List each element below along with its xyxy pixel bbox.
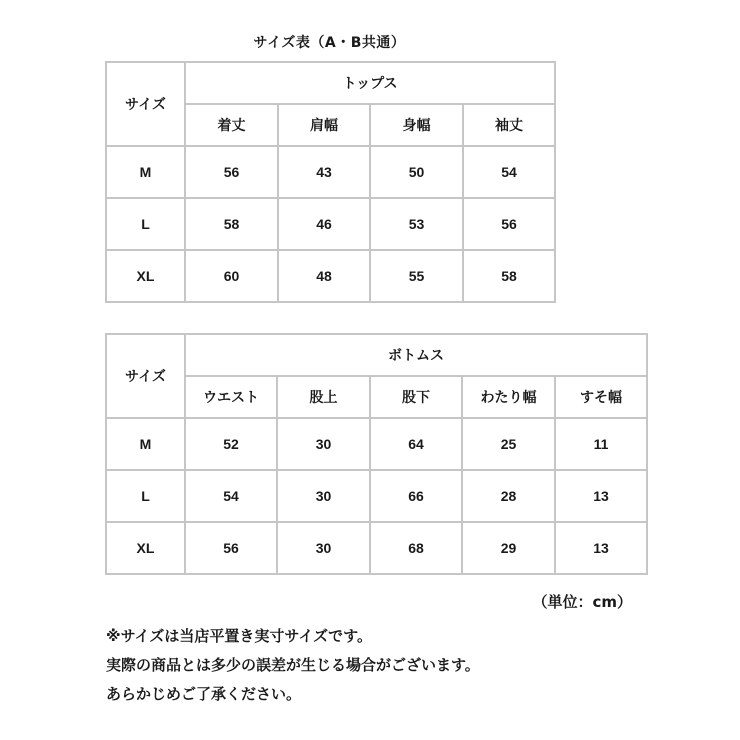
column-header: すそ幅 [555,376,647,418]
size-header: サイズ [106,62,185,146]
note-line: 実際の商品とは多少の誤差が生じる場合がございます。 [106,656,480,674]
column-header: わたり幅 [462,376,555,418]
value-cell: 48 [278,250,370,302]
value-cell: 29 [462,522,555,574]
table-row [106,146,555,198]
column-header: 股上 [277,376,370,418]
value-cell: 50 [370,146,463,198]
value-cell: 55 [370,250,463,302]
value-cell: 28 [462,470,555,522]
bottoms-group-header: ボトムス [185,334,647,376]
value-cell: 46 [278,198,370,250]
size-cell: M [106,146,185,198]
bottoms-size-table [105,333,648,575]
unit-label: （単位：cm） [532,593,632,611]
value-cell: 58 [185,198,278,250]
column-header: 股下 [370,376,462,418]
value-cell: 56 [463,198,555,250]
value-cell: 66 [370,470,462,522]
value-cell: 13 [555,470,647,522]
tops-group-header: トップス [185,62,555,104]
table-row [106,418,647,470]
size-cell: L [106,198,185,250]
tops-size-table [105,61,556,303]
column-header: ウエスト [185,376,277,418]
value-cell: 30 [277,522,370,574]
table-row [106,250,555,302]
value-cell: 53 [370,198,463,250]
value-cell: 60 [185,250,278,302]
table-row [106,470,647,522]
value-cell: 13 [555,522,647,574]
size-cell: XL [106,522,185,574]
value-cell: 52 [185,418,277,470]
size-cell: L [106,470,185,522]
value-cell: 68 [370,522,462,574]
table-row [106,522,647,574]
size-cell: XL [106,250,185,302]
column-header: 肩幅 [278,104,370,146]
size-cell: M [106,418,185,470]
size-header: サイズ [106,334,185,418]
column-header: 袖丈 [463,104,555,146]
note-line: あらかじめご了承ください。 [106,685,302,703]
value-cell: 56 [185,146,278,198]
value-cell: 56 [185,522,277,574]
value-cell: 54 [463,146,555,198]
column-header: 身幅 [370,104,463,146]
value-cell: 30 [277,418,370,470]
size-chart-title: サイズ表（A・B共通） [253,35,406,51]
value-cell: 11 [555,418,647,470]
value-cell: 30 [277,470,370,522]
value-cell: 58 [463,250,555,302]
note-line: ※サイズは当店平置き実寸サイズです。 [106,627,372,645]
value-cell: 54 [185,470,277,522]
value-cell: 64 [370,418,462,470]
column-header: 着丈 [185,104,278,146]
value-cell: 43 [278,146,370,198]
value-cell: 25 [462,418,555,470]
notes [106,622,480,709]
table-row [106,198,555,250]
